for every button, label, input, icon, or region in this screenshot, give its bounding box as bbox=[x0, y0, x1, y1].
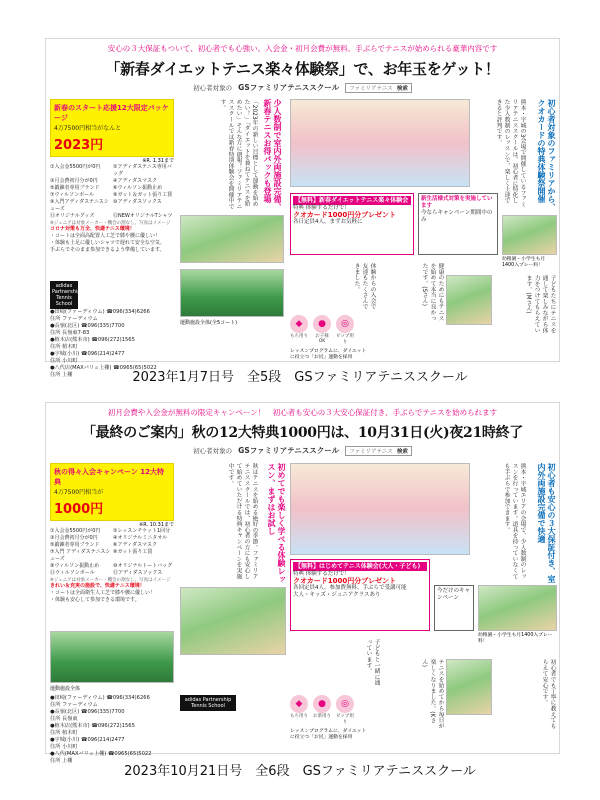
address-detail: 住所 植木町 bbox=[50, 730, 78, 736]
bonus-text: 今ならキャンペーン期間中のみ bbox=[421, 210, 493, 223]
promo-box bbox=[50, 463, 174, 521]
vertical-headline-1: 少人数制で室内外両施設完備、新春テニスお得パックも登場 bbox=[263, 99, 282, 211]
icon-caption: レッスンプログラムに、ダイエットに役立つ「お尻」運動を採用 bbox=[290, 349, 367, 360]
icon-label: もち用り bbox=[290, 714, 308, 719]
court-caption: 運動施設全体(全5コート) bbox=[180, 320, 238, 326]
caption-october: 2023年10月21日号 全6段 GSファミリアテニススクール bbox=[124, 764, 476, 779]
campaign-title: 【無料】はじめてテニス体験会(大人・子ども) bbox=[293, 562, 427, 571]
icon-label: お子様OK bbox=[315, 334, 329, 344]
ad-tagline: 安心の３大保証もついて、初心者でも心強い。入会金・初月会費が無料、手ぶらでテニスが始められる豪華内容です bbox=[107, 44, 498, 53]
bonus-box: 今だけのキャンペーン bbox=[434, 585, 474, 631]
promo-expiry: ※R. 10.31まで bbox=[139, 522, 174, 528]
promo-price: 2023円 bbox=[54, 138, 104, 153]
campaign-title: 【無料】新春ダイエットテニス楽々体験会 bbox=[293, 196, 411, 205]
child-icon: ● bbox=[313, 315, 331, 333]
covid-note: ・体験も安心して参加できる環境です。 bbox=[50, 596, 140, 603]
address-detail: 住所 小川町 bbox=[50, 358, 78, 364]
campaign-line: 特典 体験するだけで！ bbox=[293, 205, 350, 211]
vertical-headline-2: 初心者対象のファミリアから、クオカードの特典体験祭開催 bbox=[537, 99, 556, 211]
campaign-note: 新生活様式対策を実施しています bbox=[421, 196, 493, 209]
package-item: ⑪ウィルソンボール bbox=[50, 570, 95, 576]
promo-title: 新春のスタート応援12大限定パッケージ bbox=[54, 104, 169, 122]
subline-prefix: 初心者対象の bbox=[193, 447, 233, 455]
testimonial-2: 子どもたちにテニスを通して楽しみながら体力をつけてもらえています。(Mさん) bbox=[525, 275, 555, 333]
covid-title: きれい＆充実の施設で、快適テニス環境！ bbox=[50, 583, 145, 589]
vertical-article-2: 熊本・宇城エリアの会場で、少人数制のレッスンを行っています。道具を持っていなくても手ぶらで参加できます。 bbox=[503, 463, 525, 579]
address-item: ●田崎(ファーディウム) ☎096(334)6266 bbox=[50, 695, 150, 701]
covid-note: ・コートは全面高配置人工芝で膝や腰に優しい！ bbox=[50, 232, 161, 239]
package-list bbox=[50, 528, 174, 577]
package-item: ③月会費初月分が0円 bbox=[50, 535, 98, 541]
package-item: ②レッスンチケット1回分 bbox=[113, 528, 171, 534]
address-detail: 住所 上棚 bbox=[50, 372, 73, 378]
racket-icon: ◎ bbox=[336, 315, 354, 333]
campaign-line: 特典 体験するだけで！ bbox=[293, 571, 350, 577]
address-item: ●宇城(小川) ☎096(214)2477 bbox=[50, 351, 125, 357]
address-item: ●長嶺(北区) ☎096(335)7700 bbox=[50, 323, 125, 329]
ad-headline: 「新春ダイエットテニス楽々体験祭」で、お年玉をゲット！ bbox=[105, 60, 500, 78]
adidas-logo: adidas Partnership Tennis School bbox=[52, 283, 81, 307]
court-photo bbox=[180, 269, 284, 317]
subline-prefix: 初心者対象の bbox=[193, 84, 233, 92]
lesson-photo bbox=[180, 215, 284, 263]
icon-label: ビップ用り bbox=[336, 334, 354, 345]
testimonial-1: 健康のためにもテニスを始めて本当に良かったです。(Sさん) bbox=[421, 263, 443, 321]
court-photo bbox=[50, 631, 174, 683]
package-item: ⑦入門 アディダステニスシューズ bbox=[50, 549, 111, 562]
address-item: ●八代店(MAXバリュ上棚) ☎0965(65)5022 bbox=[50, 365, 157, 371]
promo-price: 1000円 bbox=[54, 502, 104, 517]
main-photo bbox=[290, 463, 470, 555]
ad-body bbox=[50, 463, 556, 764]
covid-note: 手ぶらでそのまま参加できるよう準備しています。 bbox=[50, 246, 165, 253]
address-item: ●長嶺(北区) ☎096(335)7700 bbox=[50, 709, 125, 715]
address-detail: 住所 ファーディウム bbox=[50, 702, 98, 708]
package-item: ⑨ウィルソン振動止め bbox=[50, 563, 100, 569]
icon-row bbox=[290, 695, 354, 725]
search-button: 検索 bbox=[396, 85, 408, 92]
kids-photo bbox=[478, 585, 557, 631]
package-item: ②アディダステニス専用バッグ bbox=[113, 164, 172, 177]
covid-title: コロナ対策も万全、快適テニス環境！ bbox=[50, 226, 135, 232]
package-item: ①入会金5500円が0円 bbox=[50, 164, 101, 170]
package-item: ⑧ガット張り工賃 bbox=[113, 549, 153, 555]
package-item: ⑥ウィルソン振動止め bbox=[113, 185, 163, 191]
photo-caption: 幼稚園・小学生も月1400入プレー料！ bbox=[478, 633, 553, 644]
caption-january: 2023年1月7日号 全5段 GSファミリアテニススクール bbox=[132, 370, 468, 385]
package-item: ③月会費初月分が0円 bbox=[50, 178, 98, 184]
package-item: ⑤鍛錬者専用ブランド bbox=[50, 542, 100, 548]
address-detail: 住所 植木町 bbox=[50, 344, 78, 350]
address-detail: 住所 小川町 bbox=[50, 744, 78, 750]
testimonial-1: テニスを始めてから毎日が楽しくなりました。(Kさん) bbox=[421, 659, 443, 729]
package-item: ④アディダスマスク bbox=[113, 178, 157, 184]
package-item: ⑪オリジナルグッズ bbox=[50, 213, 95, 219]
court-caption: 運動施設全体 bbox=[50, 686, 81, 692]
kids-photo bbox=[502, 215, 557, 255]
address-item: ●八代(MAXバリュ上棚) ☎0965(65)5022 bbox=[50, 751, 152, 757]
address-detail: 住所 長嶺東7-83 bbox=[50, 330, 90, 336]
search-text: ファミリアテニス bbox=[349, 448, 393, 455]
package-note: ※ジュニアは対象メーカー・機会の割なし。写真はイメージ bbox=[50, 221, 171, 226]
search-button: 検索 bbox=[396, 448, 408, 455]
address-item: ●宇城(小川) ☎096(214)2477 bbox=[50, 737, 125, 743]
icon-label: ビップ用り bbox=[336, 714, 354, 725]
brand-name: GSファミリアテニススクール bbox=[238, 83, 340, 92]
testimonial-3: 子どもと一緒に通っています。 bbox=[365, 639, 379, 686]
vertical-headline-1: 初めてでも楽しく学べる体験レッスン、まずはお試し bbox=[267, 463, 286, 583]
promo-title: 秋の得々入会キャンペーン 12大特典 bbox=[54, 468, 165, 486]
vertical-article-1: 秋はテニスを始める絶好の季節。ファミリアテニススクールでは、初心者の方にも安心して始めていただける特典キャンペーンを実施中です。 bbox=[227, 463, 257, 579]
package-item: ⑦ウィルソンボール bbox=[50, 192, 95, 198]
icon-caption: レッスンプログラムに、ダイエットに役立つ「お尻」運動を採用 bbox=[290, 729, 367, 740]
lesson-photo bbox=[180, 587, 286, 655]
package-item: ④オリジナルミニタオル bbox=[113, 535, 168, 541]
package-list bbox=[50, 164, 174, 220]
vertical-article-2: 熊本・宇城の3会場で開催しているファミリアテニススクールは、初心者に特化した少人数制のレッスンで、楽しく上達できると評判です。 bbox=[495, 99, 525, 208]
icon-row bbox=[290, 315, 354, 345]
photo-caption: 幼稚園・小学生も月1400入プレー料！ bbox=[502, 257, 546, 268]
package-item: ⑤鍛錬者専用ブランド bbox=[50, 185, 100, 191]
campaign-highlight: クオカード1000円分プレゼント bbox=[293, 211, 396, 219]
campaign-highlight: クオカード1000円分プレゼント bbox=[293, 577, 396, 585]
campaign-line: 各回定員4人、参加費無料、手ぶらで受講可能 bbox=[293, 585, 407, 591]
campaign-note-box bbox=[418, 193, 498, 255]
package-item: ⑥アディダスマスク bbox=[113, 542, 157, 548]
ad-headline: 「最終のご案内」秋の12大特典1000円は、10月31日(火)夜21時終了 bbox=[81, 425, 524, 441]
testimonial-3: 体験からの入会で友達もたくさんできました。 bbox=[353, 263, 375, 310]
package-note: ※ジュニアは対象メーカー・機会の割なし。写真はイメージ bbox=[50, 578, 171, 583]
package-item: ①入会金5500円が0円 bbox=[50, 528, 101, 534]
campaign-note: 大人・キッズ・ジュニアクラスあり bbox=[293, 592, 381, 598]
address-detail: 住所 長嶺東 bbox=[50, 716, 78, 722]
bag-icon: ◆ bbox=[290, 695, 308, 713]
address-item: ●植木店(熊本市) ☎096(272)1565 bbox=[50, 337, 135, 343]
member-photo bbox=[446, 659, 492, 715]
campaign-box bbox=[290, 193, 414, 255]
adidas-logo: adidas Partnership Tennis School bbox=[180, 695, 236, 711]
left-column bbox=[50, 463, 174, 604]
icon-label: もち用り bbox=[290, 334, 308, 339]
campaign-box bbox=[290, 559, 430, 631]
promo-expiry: ※R. 1.31まで bbox=[142, 158, 174, 164]
vertical-article-1: 「2023年の新しい目標として運動を始めたい！」「ダイエットを兼ねてテニスを始めたい」そんな方に朗報！ファミリアテニススクールでは新春特別体験会を開催中です。 bbox=[219, 99, 257, 210]
brand-name: GSファミリアテニススクール bbox=[238, 446, 340, 455]
main-photo bbox=[290, 99, 470, 187]
testimonial-2: 初心者でも丁寧に教えてもらえて安心です。 bbox=[541, 659, 555, 729]
newspaper-ad-october bbox=[45, 402, 560, 764]
package-item: ⑧ガット＆ガット張り工賃 bbox=[113, 192, 173, 198]
package-item: ⑫NEWオリジナルTシャツ bbox=[113, 213, 173, 219]
address-detail: 住所 ファーディウム bbox=[50, 316, 98, 322]
promo-box bbox=[50, 99, 174, 157]
tea-icon: ● bbox=[313, 695, 331, 713]
search-box bbox=[345, 446, 412, 456]
search-text: ファミリアテニス bbox=[349, 85, 393, 92]
covid-note: ・コートは全面衛生人工芝で膝や腰に優しい！ bbox=[50, 589, 156, 596]
vertical-headline-2: 初心者も安心の３大保証付き、室内外両施設完備で快適 bbox=[537, 463, 556, 583]
package-item: ⑫アディダスソックス bbox=[113, 570, 163, 576]
campaign-line: 各日定員4人、まずお気軽に bbox=[293, 219, 363, 225]
ad-tagline: 初月会費や入会金が無料の限定キャンペーン！ 初心者も安心の３大安心保証付き、手ぶらでテニスを始められます bbox=[107, 408, 498, 417]
ad-subline bbox=[46, 445, 559, 456]
package-item: ⑨入門アディダステニスシューズ bbox=[50, 199, 109, 212]
address-item: ●田崎(ファーディウム) ☎096(334)6266 bbox=[50, 309, 150, 315]
address-item: ●植木店(熊本市) ☎096(272)1565 bbox=[50, 723, 135, 729]
address-list bbox=[50, 695, 151, 765]
icon-label: お茶用り bbox=[313, 714, 331, 719]
member-photo bbox=[446, 275, 492, 325]
racket-icon: ◎ bbox=[336, 695, 354, 713]
bag-icon: ◆ bbox=[290, 315, 308, 333]
promo-value: 4万7500円相当が bbox=[54, 489, 104, 496]
ad-subline bbox=[46, 82, 559, 93]
address-detail: 住所 上棚 bbox=[50, 758, 73, 764]
search-box bbox=[345, 83, 412, 93]
covid-note: ・体験も土足に優しいシャツで遅れて安全な空気、 bbox=[50, 239, 165, 246]
package-item: ⑩アディダスソックス bbox=[113, 199, 162, 205]
promo-value: 4万7500円相当がなんと bbox=[54, 125, 122, 132]
left-column bbox=[50, 99, 174, 254]
package-item: ⑩オリジナルトートバッグ bbox=[113, 563, 173, 569]
